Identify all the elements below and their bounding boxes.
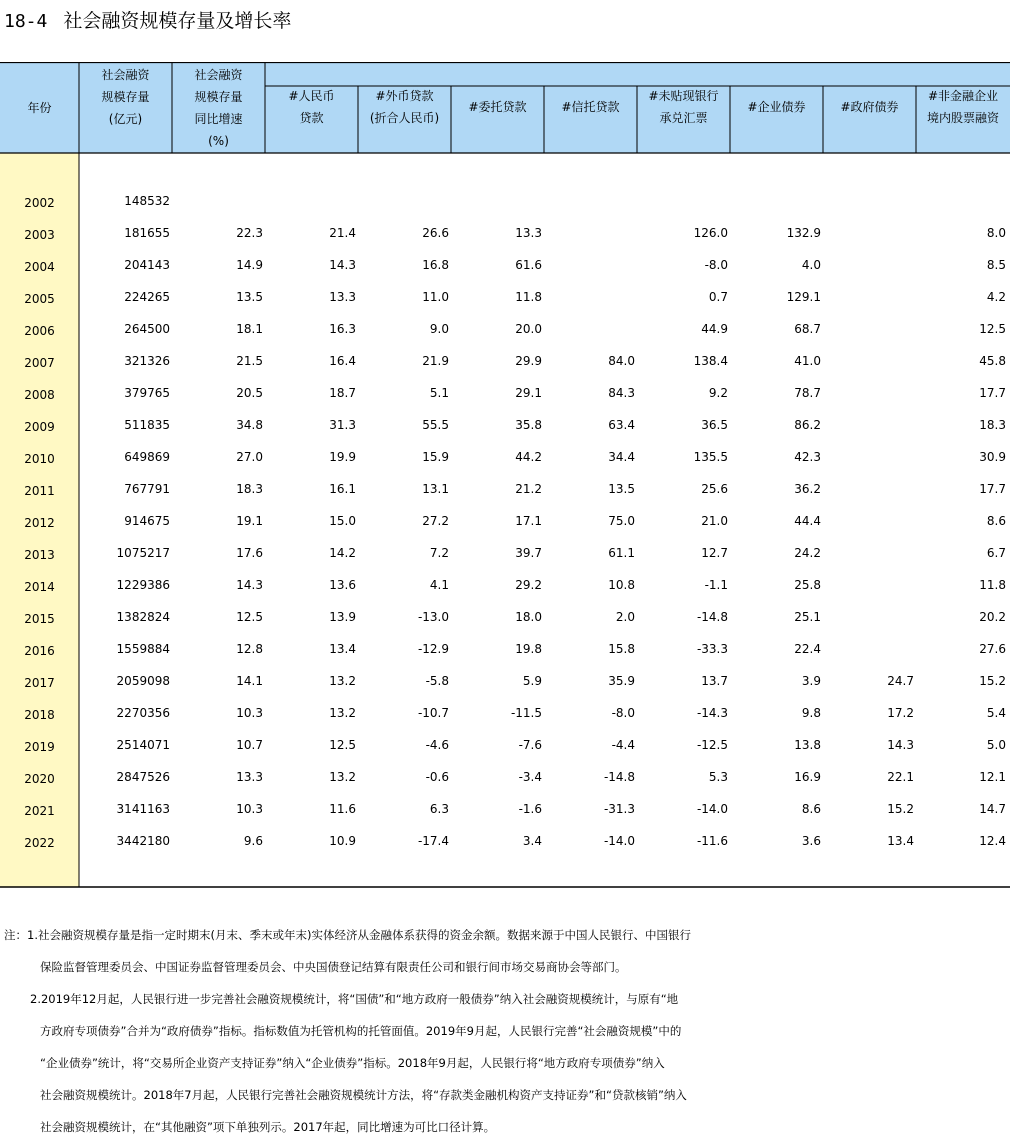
value-cell: 8.6: [986, 514, 1006, 528]
value-cell: 27.2: [422, 514, 449, 528]
value-cell: -0.6: [425, 770, 449, 784]
value-cell: 12.7: [701, 546, 728, 560]
table-row: [0, 738, 1010, 754]
value-cell: 18.3: [236, 482, 263, 496]
value-cell: 36.5: [701, 418, 728, 432]
table-row: [0, 354, 1010, 370]
value-cell: 12.5: [236, 610, 263, 624]
value-cell: 63.4: [608, 418, 635, 432]
value-cell: 34.8: [236, 418, 263, 432]
value-cell: 16.8: [422, 258, 449, 272]
value-cell: 44.4: [794, 514, 821, 528]
value-cell: 36.2: [794, 482, 821, 496]
header-bankers-acceptance: #未贴现银行 承兑汇票: [648, 89, 719, 125]
note-line: 方政府专项债券”合并为“政府债券”指标。指标数值为托管机构的托管面值。2019年9月起，人民银行完善“社会融资规模”中的: [40, 1024, 682, 1038]
value-cell: 5.4: [986, 706, 1006, 720]
value-cell: 29.2: [515, 578, 542, 592]
value-cell: 9.8: [801, 706, 821, 720]
year-cell: 2005: [24, 292, 55, 306]
value-cell: 30.9: [979, 450, 1006, 464]
table-row: [0, 706, 1010, 722]
value-cell: -13.0: [417, 610, 449, 624]
value-cell: 511835: [124, 418, 170, 432]
note-line: 社会融资规模统计，在“其他融资”项下单独列示。2017年起，同比增速为可比口径计算。: [40, 1120, 496, 1134]
value-cell: 11.8: [979, 578, 1006, 592]
value-cell: 3.4: [522, 834, 542, 848]
value-cell: 4.1: [429, 578, 449, 592]
value-cell: -4.6: [425, 738, 449, 752]
header-growth: 社会融资 规模存量 同比增速 (%): [194, 67, 243, 148]
value-cell: 61.1: [608, 546, 635, 560]
value-cell: 31.3: [329, 418, 356, 432]
value-cell: 27.0: [236, 450, 263, 464]
value-cell: 14.7: [979, 802, 1006, 816]
value-cell: 8.6: [801, 802, 821, 816]
value-cell: 15.9: [422, 450, 449, 464]
year-cell: 2018: [24, 708, 55, 722]
value-cell: 321326: [124, 354, 170, 368]
table-row: [0, 674, 1010, 690]
value-cell: 5.1: [429, 386, 449, 400]
table-row: [0, 546, 1010, 562]
note-line: 2.2019年12月起，人民银行进一步完善社会融资规模统计，将“国债”和“地方政府一般债券”纳入社会融资规模统计，与原有“地: [30, 992, 679, 1006]
value-cell: 14.3: [887, 738, 914, 752]
value-cell: 13.2: [329, 770, 356, 784]
value-cell: -14.0: [696, 802, 728, 816]
year-cell: 2015: [24, 612, 55, 626]
value-cell: 14.1: [236, 674, 263, 688]
value-cell: 5.9: [522, 674, 542, 688]
value-cell: 29.9: [515, 354, 542, 368]
value-cell: 13.7: [701, 674, 728, 688]
value-cell: 224265: [124, 290, 170, 304]
header-stock: 社会融资 规模存量 (亿元): [101, 68, 150, 126]
header-corporate-bonds: #企业债券: [747, 100, 806, 114]
value-cell: -1.1: [704, 578, 728, 592]
value-cell: 29.1: [515, 386, 542, 400]
year-cell: 2022: [24, 836, 55, 850]
value-cell: 7.2: [429, 546, 449, 560]
value-cell: 15.2: [887, 802, 914, 816]
value-cell: 16.1: [329, 482, 356, 496]
value-cell: 379765: [124, 386, 170, 400]
year-cell: 2012: [24, 516, 55, 530]
value-cell: 78.7: [794, 386, 821, 400]
year-cell: 2019: [24, 740, 55, 754]
value-cell: 15.0: [329, 514, 356, 528]
table-row: [0, 226, 1010, 242]
year-cell: 2014: [24, 580, 55, 594]
value-cell: 16.3: [329, 322, 356, 336]
value-cell: 20.5: [236, 386, 263, 400]
value-cell: 4.2: [986, 290, 1006, 304]
year-cell: 2009: [24, 420, 55, 434]
table-title: 社会融资规模存量及增长率: [63, 10, 292, 32]
value-cell: -14.0: [603, 834, 635, 848]
value-cell: 20.0: [515, 322, 542, 336]
value-cell: 18.0: [515, 610, 542, 624]
value-cell: 3.9: [801, 674, 821, 688]
value-cell: 14.3: [329, 258, 356, 272]
value-cell: 3442180: [116, 834, 170, 848]
value-cell: -11.5: [510, 706, 542, 720]
value-cell: -14.8: [696, 610, 728, 624]
header-equity-financing: #非金融企业 境内股票融资: [926, 89, 999, 125]
value-cell: 68.7: [794, 322, 821, 336]
table-row: [0, 514, 1010, 530]
value-cell: 10.3: [236, 706, 263, 720]
year-cell: 2016: [24, 644, 55, 658]
value-cell: 1075217: [116, 546, 170, 560]
value-cell: 1382824: [116, 610, 170, 624]
value-cell: 148532: [124, 194, 170, 208]
table-row: [0, 322, 1010, 338]
value-cell: 135.5: [693, 450, 728, 464]
year-cell: 2002: [24, 196, 55, 210]
value-cell: 42.3: [794, 450, 821, 464]
table-row: [0, 642, 1010, 658]
value-cell: 767791: [124, 482, 170, 496]
value-cell: 20.2: [979, 610, 1006, 624]
value-cell: 1559884: [116, 642, 170, 656]
value-cell: 649869: [124, 450, 170, 464]
value-cell: 11.0: [422, 290, 449, 304]
value-cell: 21.0: [701, 514, 728, 528]
value-cell: 13.4: [887, 834, 914, 848]
value-cell: 2270356: [116, 706, 170, 720]
note-line: 社会融资规模统计。2018年7月起，人民银行完善社会融资规模统计方法，将“存款类金融机构资产支持证券”和“贷款核销”纳入: [40, 1088, 687, 1102]
value-cell: 132.9: [786, 226, 821, 240]
value-cell: 3141163: [116, 802, 170, 816]
value-cell: 15.2: [979, 674, 1006, 688]
value-cell: 13.3: [236, 770, 263, 784]
value-cell: -1.6: [518, 802, 542, 816]
value-cell: 204143: [124, 258, 170, 272]
value-cell: 4.0: [801, 258, 821, 272]
year-cell: 2017: [24, 676, 55, 690]
value-cell: -3.4: [518, 770, 542, 784]
table-row: [0, 450, 1010, 466]
value-cell: 41.0: [794, 354, 821, 368]
value-cell: 17.6: [236, 546, 263, 560]
value-cell: 10.3: [236, 802, 263, 816]
note-line: “企业债券”统计，将“交易所企业资产支持证券”纳入“企业债券”指标。2018年9月起，人民银行将“地方政府专项债券”纳入: [40, 1056, 665, 1070]
value-cell: 34.4: [608, 450, 635, 464]
table-row: [0, 802, 1010, 818]
table-row: [0, 482, 1010, 498]
value-cell: 12.5: [329, 738, 356, 752]
value-cell: 44.9: [701, 322, 728, 336]
data-table: [0, 62, 1010, 888]
value-cell: 2059098: [116, 674, 170, 688]
table-row: [0, 258, 1010, 274]
value-cell: 6.3: [429, 802, 449, 816]
value-cell: 13.5: [608, 482, 635, 496]
value-cell: 17.7: [979, 482, 1006, 496]
value-cell: 25.6: [701, 482, 728, 496]
table-row: [0, 290, 1010, 306]
value-cell: 10.7: [236, 738, 263, 752]
value-cell: 9.6: [243, 834, 263, 848]
value-cell: -4.4: [611, 738, 635, 752]
year-cell: 2006: [24, 324, 55, 338]
value-cell: 19.1: [236, 514, 263, 528]
value-cell: 16.9: [794, 770, 821, 784]
value-cell: 3.6: [801, 834, 821, 848]
value-cell: -5.8: [425, 674, 449, 688]
value-cell: 0.7: [708, 290, 728, 304]
year-cell: 2013: [24, 548, 55, 562]
year-cell: 2007: [24, 356, 55, 370]
value-cell: 5.0: [986, 738, 1006, 752]
value-cell: 10.8: [608, 578, 635, 592]
value-cell: 86.2: [794, 418, 821, 432]
value-cell: -31.3: [603, 802, 635, 816]
value-cell: 8.5: [986, 258, 1006, 272]
value-cell: 75.0: [608, 514, 635, 528]
header-fx-loans: #外币贷款 (折合人民币): [369, 89, 440, 125]
value-cell: 16.4: [329, 354, 356, 368]
value-cell: 21.2: [515, 482, 542, 496]
value-cell: 27.6: [979, 642, 1006, 656]
value-cell: 18.7: [329, 386, 356, 400]
note-line: 注：1.社会融资规模存量是指一定时期末(月末、季末或年末)实体经济从金融体系获得的资金余额。数据来源于中国人民银行、中国银行: [4, 928, 691, 942]
value-cell: 17.7: [979, 386, 1006, 400]
header-trust-loans: #信托贷款: [561, 100, 620, 114]
value-cell: 21.9: [422, 354, 449, 368]
value-cell: -33.3: [696, 642, 728, 656]
value-cell: 25.8: [794, 578, 821, 592]
value-cell: 8.0: [986, 226, 1006, 240]
value-cell: 13.1: [422, 482, 449, 496]
value-cell: 35.9: [608, 674, 635, 688]
value-cell: 22.1: [887, 770, 914, 784]
value-cell: -8.0: [611, 706, 635, 720]
value-cell: 14.2: [329, 546, 356, 560]
header-government-bonds: #政府债券: [840, 100, 899, 114]
value-cell: 181655: [124, 226, 170, 240]
table-row: [0, 418, 1010, 434]
value-cell: 35.8: [515, 418, 542, 432]
header-entrusted-loans: #委托贷款: [468, 100, 527, 114]
value-cell: 14.3: [236, 578, 263, 592]
table-row: [0, 578, 1010, 594]
value-cell: 18.1: [236, 322, 263, 336]
value-cell: 12.1: [979, 770, 1006, 784]
value-cell: -8.0: [704, 258, 728, 272]
value-cell: 19.8: [515, 642, 542, 656]
value-cell: 12.4: [979, 834, 1006, 848]
year-cell: 2010: [24, 452, 55, 466]
value-cell: 45.8: [979, 354, 1006, 368]
year-cell: 2011: [24, 484, 55, 498]
value-cell: 12.5: [979, 322, 1006, 336]
value-cell: 13.2: [329, 706, 356, 720]
value-cell: 14.9: [236, 258, 263, 272]
value-cell: 84.0: [608, 354, 635, 368]
value-cell: -14.8: [603, 770, 635, 784]
value-cell: 2.0: [615, 610, 635, 624]
value-cell: 26.6: [422, 226, 449, 240]
value-cell: 13.5: [236, 290, 263, 304]
value-cell: 55.5: [422, 418, 449, 432]
value-cell: 6.7: [986, 546, 1006, 560]
value-cell: 24.7: [887, 674, 914, 688]
value-cell: 126.0: [693, 226, 728, 240]
table-row: [0, 194, 1010, 210]
value-cell: 13.6: [329, 578, 356, 592]
year-cell: 2021: [24, 804, 55, 818]
value-cell: 13.3: [515, 226, 542, 240]
value-cell: 21.4: [329, 226, 356, 240]
table-row: [0, 386, 1010, 402]
value-cell: 18.3: [979, 418, 1006, 432]
value-cell: 129.1: [786, 290, 821, 304]
value-cell: -14.3: [696, 706, 728, 720]
value-cell: 11.8: [515, 290, 542, 304]
value-cell: 21.5: [236, 354, 263, 368]
value-cell: 10.9: [329, 834, 356, 848]
value-cell: 138.4: [693, 354, 728, 368]
value-cell: -10.7: [417, 706, 449, 720]
value-cell: -11.6: [696, 834, 728, 848]
value-cell: 39.7: [515, 546, 542, 560]
table-number: 18-4: [4, 11, 48, 32]
value-cell: 25.1: [794, 610, 821, 624]
table-row: [0, 770, 1010, 786]
value-cell: 11.6: [329, 802, 356, 816]
value-cell: 914675: [124, 514, 170, 528]
value-cell: 13.4: [329, 642, 356, 656]
value-cell: 17.1: [515, 514, 542, 528]
value-cell: 5.3: [708, 770, 728, 784]
table-row: [0, 610, 1010, 626]
year-cell: 2003: [24, 228, 55, 242]
year-cell: 2004: [24, 260, 55, 274]
value-cell: 1229386: [116, 578, 170, 592]
value-cell: 2847526: [116, 770, 170, 784]
value-cell: -17.4: [417, 834, 449, 848]
value-cell: 13.2: [329, 674, 356, 688]
table-grid: [0, 62, 1010, 888]
value-cell: 13.3: [329, 290, 356, 304]
year-cell: 2008: [24, 388, 55, 402]
value-cell: 12.8: [236, 642, 263, 656]
value-cell: 264500: [124, 322, 170, 336]
value-cell: 17.2: [887, 706, 914, 720]
value-cell: 22.3: [236, 226, 263, 240]
page-title: [4, 6, 291, 33]
value-cell: 15.8: [608, 642, 635, 656]
value-cell: 9.0: [429, 322, 449, 336]
value-cell: 13.9: [329, 610, 356, 624]
value-cell: 84.3: [608, 386, 635, 400]
value-cell: 9.2: [708, 386, 728, 400]
value-cell: -12.9: [417, 642, 449, 656]
value-cell: 2514071: [116, 738, 170, 752]
value-cell: 61.6: [515, 258, 542, 272]
value-cell: 19.9: [329, 450, 356, 464]
value-cell: -12.5: [696, 738, 728, 752]
value-cell: 24.2: [794, 546, 821, 560]
value-cell: 22.4: [794, 642, 821, 656]
note-line: 保险监督管理委员会、中国证券监督管理委员会、中央国债登记结算有限责任公司和银行间市场交易商协会等部门。: [40, 960, 627, 974]
table-row: [0, 834, 1010, 850]
year-cell: 2020: [24, 772, 55, 786]
value-cell: 44.2: [515, 450, 542, 464]
header-rmb-loans: #人民币 贷款: [288, 89, 335, 125]
value-cell: 13.8: [794, 738, 821, 752]
value-cell: -7.6: [518, 738, 542, 752]
header-year: 年份: [27, 100, 52, 115]
